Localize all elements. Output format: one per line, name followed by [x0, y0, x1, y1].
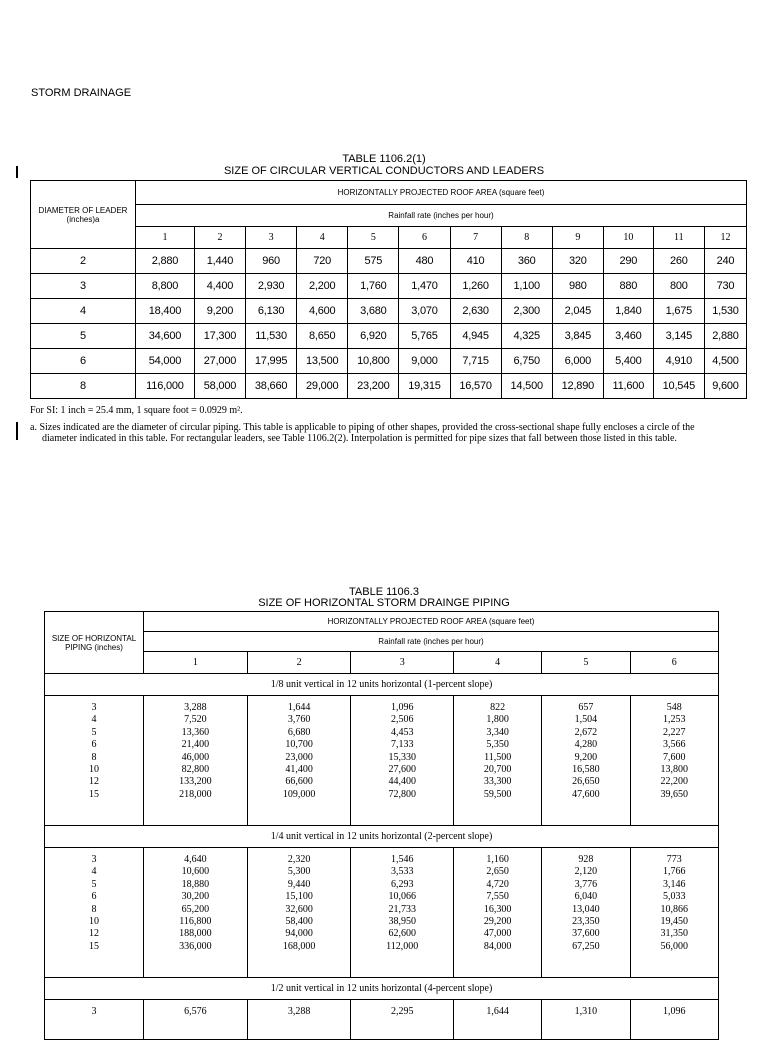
change-bar — [16, 422, 18, 440]
rate-cell: 6 — [630, 652, 718, 674]
value-cell: 1,310 — [574, 1006, 598, 1017]
value-cell: 10,600 — [181, 866, 210, 878]
value-cell: 84,000 — [483, 940, 512, 952]
value-cell: 2,880 — [136, 249, 195, 274]
value-cell: 3,288 — [184, 702, 207, 713]
value-cell: 822 — [490, 702, 506, 713]
value-cell: 94,000 — [285, 928, 313, 940]
size-column — [45, 1000, 144, 1040]
value-cell: 168,000 — [282, 940, 316, 952]
size-value: 3 — [91, 1006, 97, 1017]
value-column — [454, 696, 542, 826]
size-value: 3 — [91, 854, 97, 865]
value-cell: 20,700 — [483, 764, 512, 776]
value-column — [542, 1000, 630, 1040]
size-column — [45, 696, 144, 826]
rate-cell: 8 — [501, 227, 552, 249]
table1-subtitle: SIZE OF CIRCULAR VERTICAL CONDUCTORS AND LEADERS — [223, 165, 545, 177]
value-cell: 2,300 — [501, 299, 552, 324]
value-cell: 4,640 — [184, 854, 207, 865]
value-cell: 290 — [603, 249, 653, 274]
value-cell: 116,800 — [179, 916, 212, 928]
value-cell: 3,776 — [574, 878, 598, 890]
size-value: 10 — [89, 916, 99, 928]
value-cell: 1,260 — [450, 274, 501, 299]
table-row — [31, 249, 747, 274]
value-cell: 9,600 — [704, 374, 746, 399]
value-cell: 58,400 — [285, 916, 313, 928]
value-cell: 1,440 — [194, 249, 245, 274]
value-cell: 1,100 — [501, 274, 552, 299]
rate-cell: 5 — [348, 227, 399, 249]
value-cell: 3,760 — [287, 714, 311, 726]
value-cell: 56,000 — [660, 940, 689, 952]
rate-cell: 1 — [144, 652, 248, 674]
size-value: 15 — [89, 940, 99, 952]
value-cell: 10,866 — [660, 903, 689, 915]
rate-cell: 10 — [603, 227, 653, 249]
size-value: 12 — [89, 928, 99, 940]
value-cell: 5,300 — [287, 866, 311, 878]
value-column — [351, 696, 454, 826]
value-column — [454, 848, 542, 978]
value-cell: 1,504 — [574, 714, 598, 726]
value-cell: 72,800 — [388, 788, 416, 800]
value-cell: 657 — [578, 702, 594, 713]
value-cell: 16,300 — [483, 903, 512, 915]
value-cell: 4,400 — [194, 274, 245, 299]
value-cell: 116,000 — [136, 374, 195, 399]
table2-subtitle: SIZE OF HORIZONTAL STORM DRAINGE PIPING — [258, 597, 510, 609]
size-value: 5 — [91, 878, 97, 890]
value-cell: 4,720 — [486, 878, 509, 890]
note-a — [30, 422, 750, 444]
size-cell: 2 — [31, 249, 136, 274]
value-cell: 1,530 — [704, 299, 746, 324]
value-cell: 1,675 — [653, 299, 704, 324]
size-cell: 4 — [31, 299, 136, 324]
value-column — [351, 848, 454, 978]
rainfall-header: Rainfall rate (inches per hour) — [136, 205, 747, 227]
rate-cell: 7 — [450, 227, 501, 249]
value-cell: 1,766 — [663, 866, 686, 878]
value-cell: 360 — [501, 249, 552, 274]
value-cell: 18,400 — [136, 299, 195, 324]
table2-heading — [0, 587, 768, 609]
value-column — [144, 848, 248, 978]
value-cell: 38,660 — [246, 374, 297, 399]
value-cell: 2,045 — [552, 299, 603, 324]
rate-cell: 3 — [246, 227, 297, 249]
value-cell: 12,890 — [552, 374, 603, 399]
value-cell: 1,760 — [348, 274, 399, 299]
size-value: 4 — [91, 866, 97, 878]
value-cell: 34,600 — [136, 324, 195, 349]
value-cell: 7,520 — [184, 714, 207, 726]
rate-cell: 2 — [194, 227, 245, 249]
value-cell: 6,680 — [287, 726, 311, 738]
value-cell: 7,600 — [663, 751, 686, 763]
value-cell: 3,460 — [603, 324, 653, 349]
value-cell: 4,600 — [297, 299, 348, 324]
value-cell: 59,500 — [483, 788, 512, 800]
value-cell: 21,733 — [388, 903, 416, 915]
table2 — [44, 611, 719, 1040]
table1-title: TABLE 1106.2(1) — [342, 153, 426, 165]
value-cell: 33,300 — [483, 776, 512, 788]
value-cell: 1,546 — [391, 854, 414, 865]
value-cell: 3,533 — [391, 866, 414, 878]
value-cell: 19,450 — [660, 916, 689, 928]
rainfall-header: Rainfall rate (inches per hour) — [144, 632, 719, 652]
value-cell: 14,500 — [501, 374, 552, 399]
rate-cell: 4 — [297, 227, 348, 249]
rate-cell: 12 — [704, 227, 746, 249]
size-value: 5 — [91, 726, 97, 738]
value-cell: 13,040 — [572, 903, 600, 915]
size-value: 10 — [89, 764, 99, 776]
table-row — [31, 299, 747, 324]
value-cell: 6,040 — [574, 891, 598, 903]
value-cell: 13,800 — [660, 764, 689, 776]
value-cell: 5,400 — [603, 349, 653, 374]
value-cell: 1,800 — [486, 714, 509, 726]
value-cell: 66,600 — [285, 776, 313, 788]
value-cell: 7,550 — [486, 891, 509, 903]
table-row — [45, 848, 719, 978]
value-cell: 3,680 — [348, 299, 399, 324]
value-cell: 10,700 — [285, 739, 313, 751]
value-cell: 2,650 — [486, 866, 509, 878]
value-cell: 17,995 — [246, 349, 297, 374]
value-cell: 2,200 — [297, 274, 348, 299]
value-column — [247, 1000, 351, 1040]
slope-label: 1/8 unit vertical in 12 units horizontal (1-percent slope) — [45, 674, 719, 696]
value-cell: 3,146 — [663, 878, 686, 890]
table-row — [45, 1000, 719, 1040]
value-cell: 37,600 — [572, 928, 600, 940]
value-cell: 3,070 — [399, 299, 450, 324]
value-cell: 1,253 — [663, 714, 686, 726]
slope-label: 1/4 unit vertical in 12 units horizontal (2-percent slope) — [45, 826, 719, 848]
size-column — [45, 848, 144, 978]
value-cell: 11,500 — [484, 751, 512, 763]
value-column — [630, 1000, 718, 1040]
value-cell: 29,000 — [297, 374, 348, 399]
value-cell: 62,600 — [388, 928, 416, 940]
value-cell: 720 — [297, 249, 348, 274]
value-cell: 10,066 — [388, 891, 416, 903]
size-value: 3 — [91, 702, 97, 713]
value-cell: 2,672 — [574, 726, 598, 738]
value-column — [542, 696, 630, 826]
value-cell: 54,000 — [136, 349, 195, 374]
note-a-line2: diameter indicated in this table. For rectangular leaders, see Table 1106.2(2). Interpolation is permitted for pipe sizes that fall between those listed in this table. — [42, 433, 677, 444]
table-row — [31, 274, 747, 299]
value-cell: 320 — [552, 249, 603, 274]
rate-cell: 11 — [653, 227, 704, 249]
value-cell: 218,000 — [179, 788, 212, 800]
table2-title: TABLE 1106.3 — [349, 586, 419, 598]
size-value: 12 — [89, 776, 99, 788]
value-cell: 4,280 — [574, 739, 598, 751]
value-cell: 109,000 — [282, 788, 316, 800]
table-row — [31, 349, 747, 374]
value-cell: 112,000 — [386, 940, 419, 952]
value-cell: 18,880 — [181, 878, 210, 890]
size-cell: 6 — [31, 349, 136, 374]
value-cell: 82,800 — [181, 764, 210, 776]
value-cell: 38,950 — [388, 916, 416, 928]
value-cell: 9,000 — [399, 349, 450, 374]
value-cell: 17,300 — [194, 324, 245, 349]
value-cell: 928 — [578, 854, 594, 865]
rate-cell: 4 — [454, 652, 542, 674]
size-value: 8 — [91, 903, 97, 915]
value-cell: 773 — [666, 854, 682, 865]
value-cell: 16,580 — [572, 764, 600, 776]
value-cell: 960 — [246, 249, 297, 274]
rate-cell: 1 — [136, 227, 195, 249]
value-cell: 32,600 — [285, 903, 313, 915]
value-cell: 240 — [704, 249, 746, 274]
value-cell: 1,096 — [663, 1006, 686, 1017]
value-cell: 21,400 — [181, 739, 210, 751]
table1 — [30, 180, 747, 399]
value-column — [144, 1000, 248, 1040]
value-cell: 23,350 — [572, 916, 600, 928]
rate-cell: 2 — [247, 652, 351, 674]
value-cell: 1,644 — [287, 702, 311, 713]
value-cell: 6,000 — [552, 349, 603, 374]
value-cell: 2,630 — [450, 299, 501, 324]
value-column — [247, 848, 351, 978]
value-cell: 1,644 — [486, 1006, 509, 1017]
value-cell: 46,000 — [181, 751, 210, 763]
value-cell: 39,650 — [660, 788, 689, 800]
value-column — [630, 696, 718, 826]
value-cell: 8,800 — [136, 274, 195, 299]
value-cell: 480 — [399, 249, 450, 274]
value-cell: 3,340 — [486, 726, 509, 738]
value-cell: 4,325 — [501, 324, 552, 349]
value-cell: 880 — [603, 274, 653, 299]
value-cell: 2,930 — [246, 274, 297, 299]
area-header: HORIZONTALLY PROJECTED ROOF AREA (square feet) — [144, 612, 719, 632]
value-cell: 2,506 — [391, 714, 414, 726]
value-cell: 9,440 — [287, 878, 311, 890]
value-cell: 8,650 — [297, 324, 348, 349]
table-row — [31, 324, 747, 349]
value-cell: 4,910 — [653, 349, 704, 374]
value-cell: 5,765 — [399, 324, 450, 349]
value-cell: 133,200 — [179, 776, 212, 788]
rate-cell: 9 — [552, 227, 603, 249]
value-cell: 260 — [653, 249, 704, 274]
size-value: 6 — [91, 739, 97, 751]
value-cell: 1,160 — [486, 854, 509, 865]
value-cell: 2,320 — [287, 854, 311, 865]
value-cell: 44,400 — [388, 776, 416, 788]
value-cell: 41,400 — [285, 764, 313, 776]
value-cell: 4,945 — [450, 324, 501, 349]
value-cell: 65,200 — [181, 903, 210, 915]
size-value: 6 — [91, 891, 97, 903]
value-cell: 2,880 — [704, 324, 746, 349]
value-cell: 188,000 — [179, 928, 212, 940]
value-cell: 7,133 — [391, 739, 414, 751]
value-cell: 23,200 — [348, 374, 399, 399]
size-value: 4 — [91, 714, 97, 726]
size-value: 15 — [89, 788, 99, 800]
table-row — [45, 696, 719, 826]
value-cell: 2,120 — [574, 866, 598, 878]
value-cell: 11,530 — [246, 324, 297, 349]
value-cell: 4,453 — [391, 726, 414, 738]
value-cell: 10,800 — [348, 349, 399, 374]
value-cell: 67,250 — [572, 940, 600, 952]
value-cell: 548 — [666, 702, 682, 713]
value-cell: 27,600 — [388, 764, 416, 776]
value-cell: 6,130 — [246, 299, 297, 324]
size-header: SIZE OF HORIZONTAL PIPING (inches) — [45, 612, 144, 674]
slope-row — [45, 826, 719, 848]
value-column — [144, 696, 248, 826]
diameter-header: DIAMETER OF LEADER (inches)a — [31, 181, 136, 249]
value-cell: 9,200 — [194, 299, 245, 324]
value-cell: 3,145 — [653, 324, 704, 349]
value-cell: 1,470 — [399, 274, 450, 299]
slope-label: 1/2 unit vertical in 12 units horizontal (4-percent slope) — [45, 978, 719, 1000]
value-cell: 9,200 — [574, 751, 598, 763]
rate-cell: 6 — [399, 227, 450, 249]
value-cell: 2,295 — [391, 1006, 414, 1017]
value-cell: 13,360 — [181, 726, 210, 738]
value-cell: 1,096 — [391, 702, 414, 713]
value-cell: 6,576 — [184, 1006, 207, 1017]
value-cell: 410 — [450, 249, 501, 274]
value-cell: 3,288 — [287, 1006, 311, 1017]
value-cell: 19,315 — [399, 374, 450, 399]
value-cell: 980 — [552, 274, 603, 299]
value-column — [630, 848, 718, 978]
value-cell: 58,000 — [194, 374, 245, 399]
value-cell: 5,033 — [663, 891, 686, 903]
note-a-line1: a. Sizes indicated are the diameter of circular piping. This table is applicable to piping of other shapes, provided the cross-sectional shape fully encloses a circle of the — [30, 422, 695, 433]
value-cell: 47,000 — [483, 928, 512, 940]
value-cell: 575 — [348, 249, 399, 274]
value-column — [247, 696, 351, 826]
value-cell: 15,330 — [388, 751, 416, 763]
value-column — [351, 1000, 454, 1040]
value-cell: 15,100 — [285, 891, 313, 903]
slope-row — [45, 978, 719, 1000]
value-cell: 13,500 — [297, 349, 348, 374]
table1-heading — [0, 153, 768, 177]
value-cell: 5,350 — [486, 739, 509, 751]
value-cell: 27,000 — [194, 349, 245, 374]
value-cell: 47,600 — [572, 788, 600, 800]
value-cell: 29,200 — [483, 916, 512, 928]
value-cell: 800 — [653, 274, 704, 299]
value-cell: 6,920 — [348, 324, 399, 349]
size-cell: 8 — [31, 374, 136, 399]
value-cell: 2,227 — [663, 726, 686, 738]
value-cell: 730 — [704, 274, 746, 299]
rate-cell: 5 — [542, 652, 630, 674]
page-header: STORM DRAINAGE — [31, 87, 132, 99]
table-row — [31, 374, 747, 399]
value-cell: 23,000 — [285, 751, 313, 763]
size-cell: 3 — [31, 274, 136, 299]
value-cell: 11,600 — [603, 374, 653, 399]
value-column — [454, 1000, 542, 1040]
value-cell: 7,715 — [450, 349, 501, 374]
rate-cell: 3 — [351, 652, 454, 674]
value-cell: 6,293 — [391, 878, 414, 890]
value-cell: 1,840 — [603, 299, 653, 324]
value-cell: 26,650 — [572, 776, 600, 788]
size-cell: 5 — [31, 324, 136, 349]
value-cell: 16,570 — [450, 374, 501, 399]
value-cell: 3,845 — [552, 324, 603, 349]
value-cell: 31,350 — [660, 928, 689, 940]
value-cell: 3,566 — [663, 739, 686, 751]
value-column — [542, 848, 630, 978]
value-cell: 22,200 — [660, 776, 689, 788]
value-cell: 336,000 — [179, 940, 212, 952]
size-value: 8 — [91, 751, 97, 763]
value-cell: 6,750 — [501, 349, 552, 374]
value-cell: 4,500 — [704, 349, 746, 374]
value-cell: 10,545 — [653, 374, 704, 399]
slope-row — [45, 674, 719, 696]
value-cell: 30,200 — [181, 891, 210, 903]
note-si: For SI: 1 inch = 25.4 mm, 1 square foot = 0.0929 m². — [30, 405, 243, 416]
area-header: HORIZONTALLY PROJECTED ROOF AREA (square feet) — [136, 181, 747, 205]
